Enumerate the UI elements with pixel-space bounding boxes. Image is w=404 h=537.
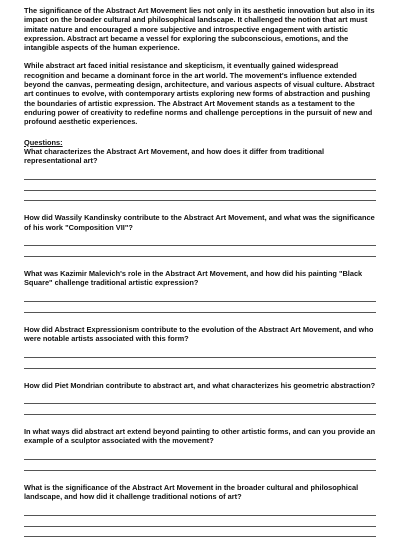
question-text-6: In what ways did abstract art extend beyond painting to other artistic forms, and can you provide an example of a sculptor associated with the movement? <box>24 427 376 446</box>
answer-line[interactable] <box>24 292 376 303</box>
answer-lines-6 <box>24 450 376 471</box>
answer-line[interactable] <box>24 460 376 471</box>
answer-lines-3 <box>24 292 376 313</box>
intro-paragraph-2: While abstract art faced initial resistance and skepticism, it eventually gained widespread recognition and became a dominant force in the art world. The movement's influence extended beyond the canvas, permeating design, architecture, and various aspects of visual culture. Abstract art continues to evolve, with contemporary artists exploring new forms of abstraction and pushing the boundaries of artistic expression. The Abstract Art Movement stands as a testament to the enduring power of creativity to redefine norms and challenge perceptions in the pursuit of new and profound aesthetic experiences. <box>24 61 375 127</box>
question-text-7: What is the significance of the Abstract Art Movement in the broader cultural and philosophical landscape, and how did it challenge traditional notions of art? <box>24 482 359 502</box>
intro-paragraph-1: The significance of the Abstract Art Movement lies not only in its aesthetic innovation but also in its impact on the broader cultural and philosophical landscape. It challenged the notion that art must imitate nature and encouraged a more subjective and introspective engagement with artistic expression. Abstract art became a vessel for exploring the subconscious, emotions, and the intangible aspects of the human experience. <box>24 6 375 53</box>
answer-line[interactable] <box>24 450 376 461</box>
question-block-4 <box>24 325 376 369</box>
answer-line[interactable] <box>24 180 376 191</box>
answer-lines-1 <box>24 169 376 201</box>
answer-line[interactable] <box>24 246 376 257</box>
answer-line[interactable] <box>24 404 376 415</box>
question-block-6 <box>24 427 376 471</box>
question-block-1 <box>24 147 376 201</box>
question-block-2 <box>24 213 376 257</box>
question-text-5: How did Piet Mondrian contribute to abstract art, and what characterizes his geometric abstraction? <box>24 380 376 390</box>
answer-line[interactable] <box>24 516 376 527</box>
answer-line[interactable] <box>24 236 376 247</box>
answer-lines-2 <box>24 236 376 257</box>
answer-line[interactable] <box>24 527 376 537</box>
answer-line[interactable] <box>24 169 376 180</box>
question-block-3 <box>24 269 376 313</box>
answer-line[interactable] <box>24 358 376 369</box>
questions-heading: Questions: <box>24 137 63 147</box>
answer-lines-7 <box>24 505 376 537</box>
question-text-3: What was Kazimir Malevich's role in the Abstract Art Movement, and how did his painting "Black Square" challenge traditional artistic expression? <box>24 269 363 288</box>
question-text-2: How did Wassily Kandinsky contribute to the Abstract Art Movement, and what was the significance of his work "Composition VII"? <box>24 213 375 232</box>
worksheet-page <box>24 6 376 537</box>
question-text-4: How did Abstract Expressionism contribute to the evolution of the Abstract Art Movement, and who were notable artists associated with this form? <box>24 324 374 344</box>
question-text-1: What characterizes the Abstract Art Movement, and how does it differ from traditional representational art? <box>24 146 325 166</box>
answer-line[interactable] <box>24 505 376 516</box>
answer-line[interactable] <box>24 191 376 202</box>
answer-line[interactable] <box>24 394 376 405</box>
answer-lines-5 <box>24 394 376 415</box>
answer-line[interactable] <box>24 347 376 358</box>
question-block-5 <box>24 381 376 415</box>
answer-lines-4 <box>24 347 376 368</box>
answer-line[interactable] <box>24 302 376 313</box>
question-block-7 <box>24 483 376 537</box>
